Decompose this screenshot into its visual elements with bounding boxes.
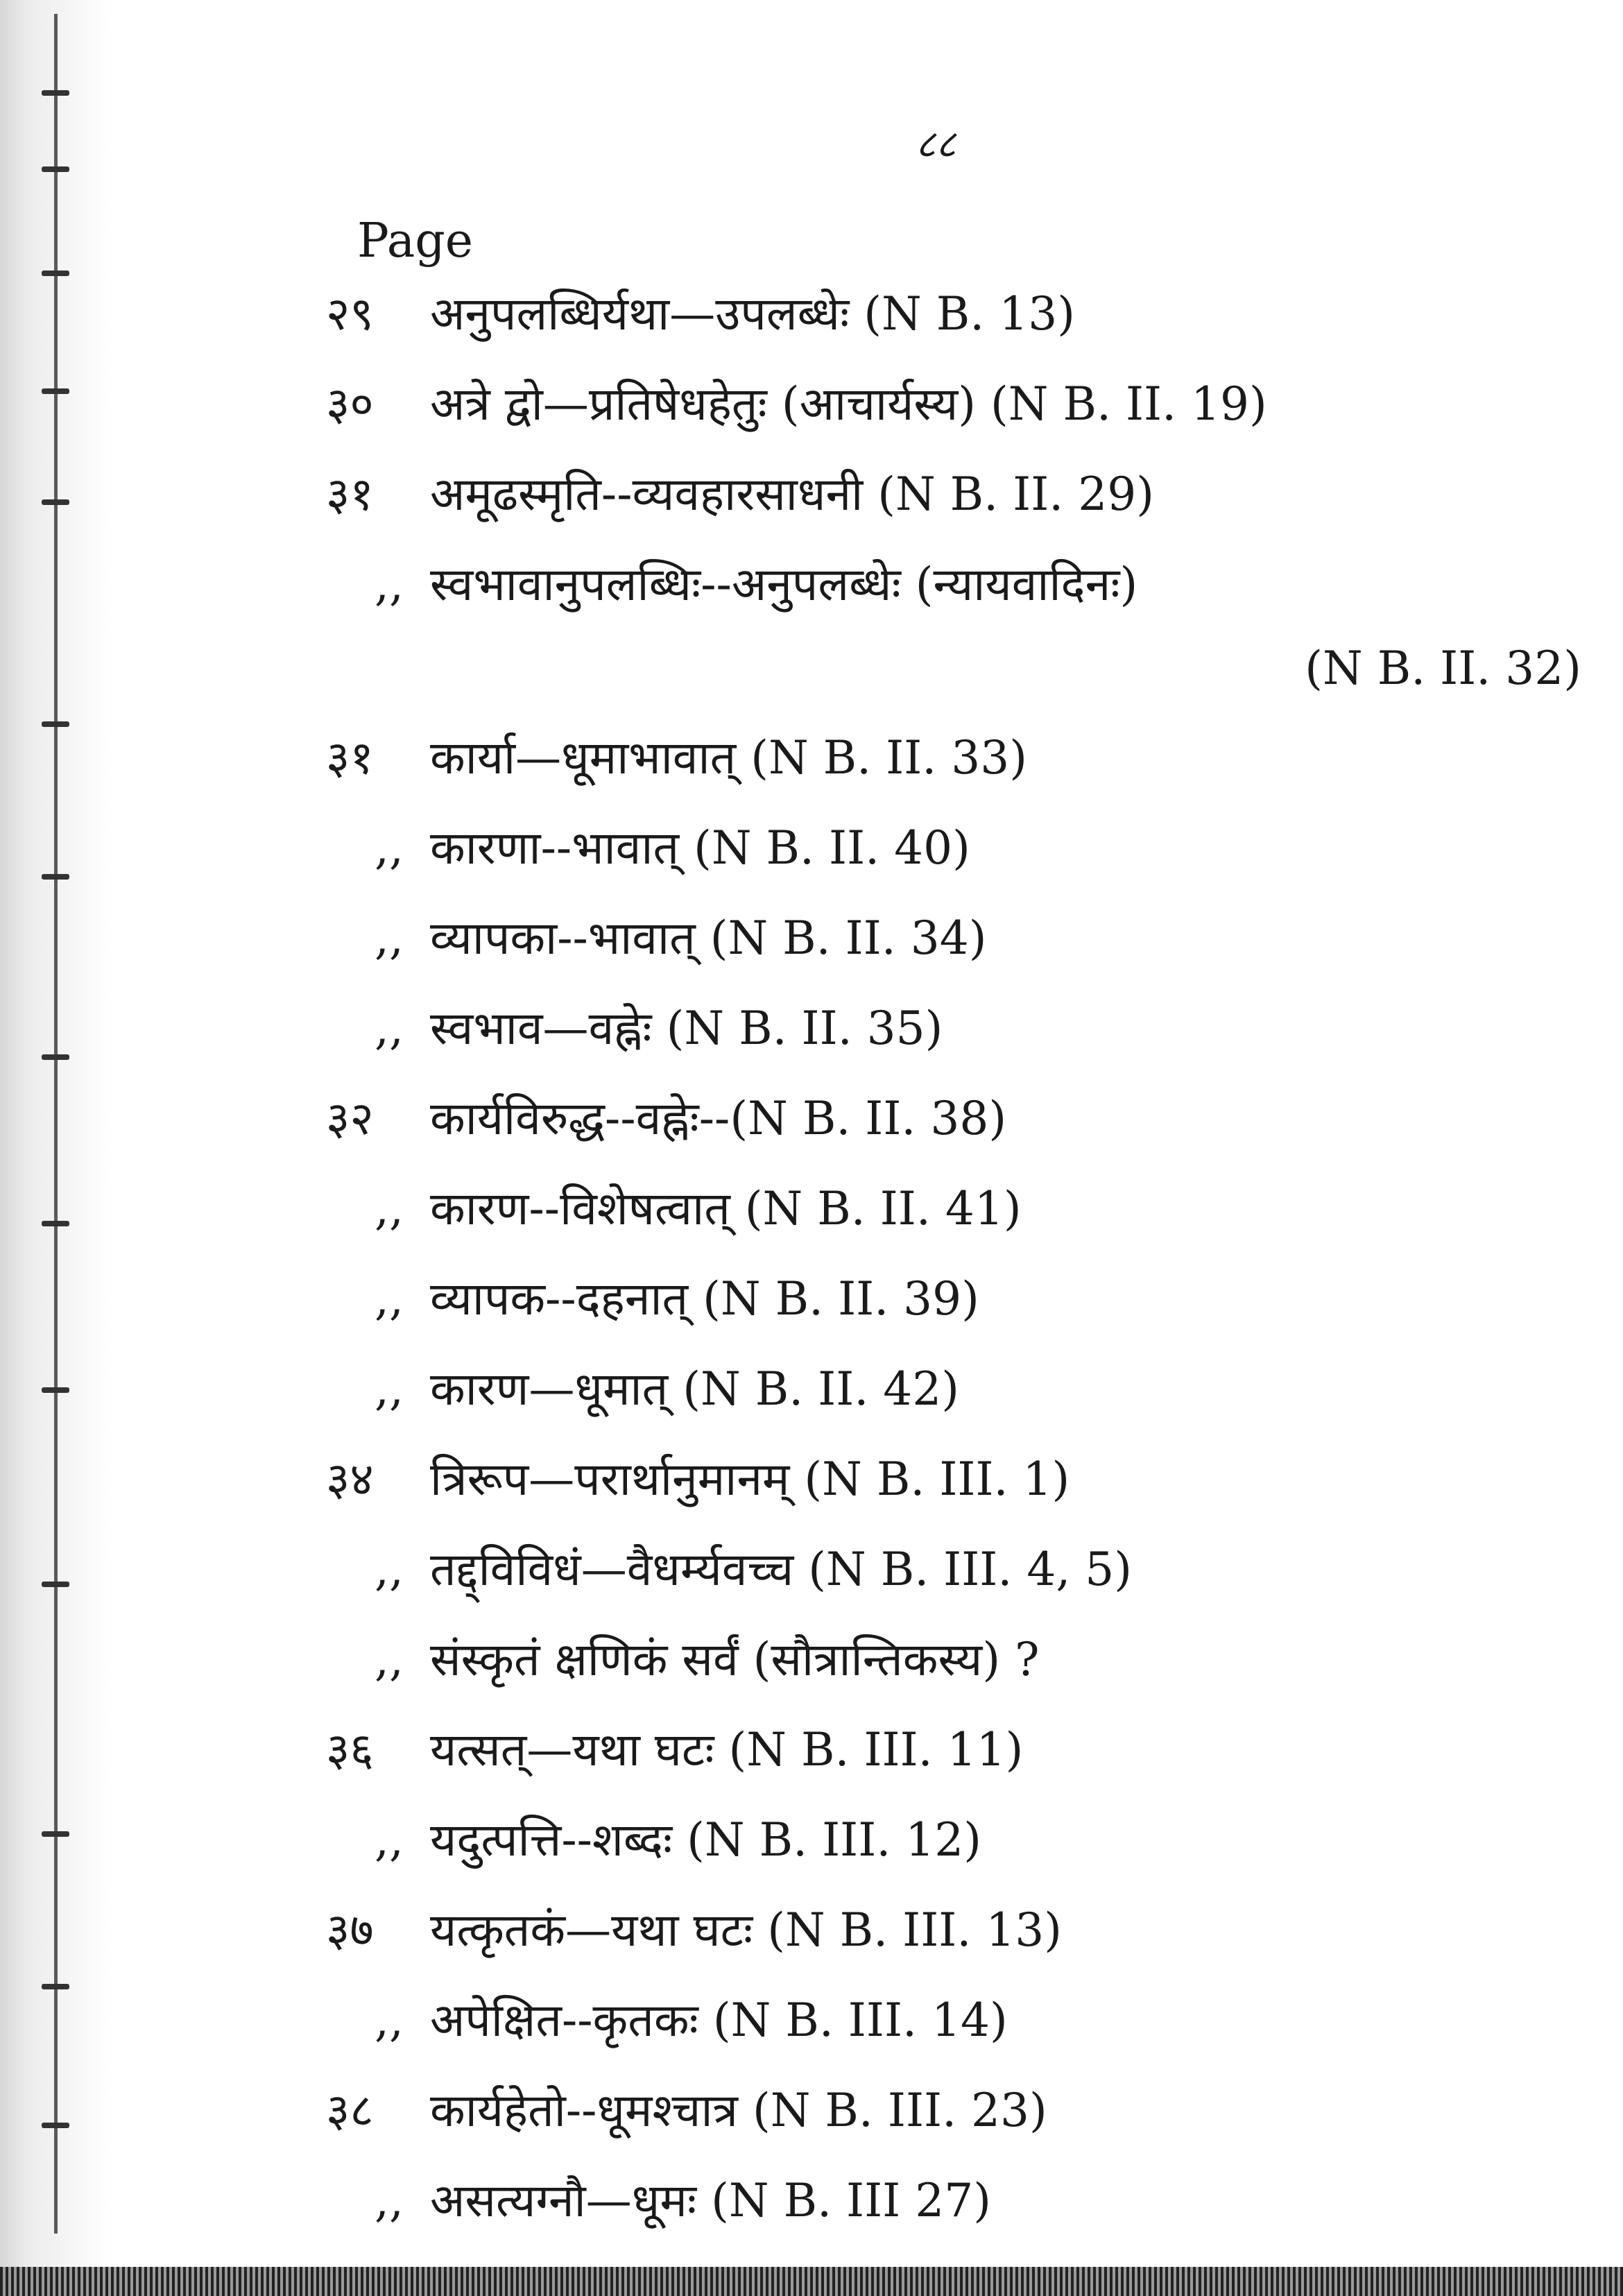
entry-ditto-mark: ,, xyxy=(375,1272,404,1326)
index-entry xyxy=(326,995,1588,1086)
entry-page-number: ३४ xyxy=(326,1453,374,1506)
entry-text: अपेक्षित--कृतकः (N B. III. 14) xyxy=(430,1994,1008,2047)
entry-text: कार्या—धूमाभावात् (N B. II. 33) xyxy=(430,731,1027,785)
entry-page-number: ३१ xyxy=(326,468,374,521)
entry-ditto-mark: ,, xyxy=(375,1543,404,1596)
entry-text: त्रिरूप—परार्थानुमानम् (N B. III. 1) xyxy=(430,1453,1070,1506)
index-entry xyxy=(326,1176,1588,1266)
binding-stitch xyxy=(42,1831,69,1837)
entry-page-number: ३६ xyxy=(326,1723,374,1776)
index-entry xyxy=(326,725,1588,815)
index-entry xyxy=(326,1717,1588,1807)
binding-line xyxy=(54,14,58,2234)
entry-text: अत्रे द्वो—प्रतिषेधहेतुः (आचार्यस्य) (N B. II. 19) xyxy=(430,377,1267,431)
entry-text: व्यापका--भावात् (N B. II. 34) xyxy=(430,911,987,965)
entry-text: संस्कृतं क्षणिकं सर्वं (सौत्रान्तिकस्य) ? xyxy=(430,1633,1040,1686)
index-entry xyxy=(326,371,1588,461)
binding-stitch xyxy=(42,1984,69,1989)
entry-ditto-mark: ,, xyxy=(375,1182,404,1235)
binding-stitch xyxy=(42,2123,69,2128)
index-entry-continuation xyxy=(326,642,1588,725)
page-binding xyxy=(0,0,111,2296)
entry-ditto-mark: ,, xyxy=(375,1633,404,1686)
entry-text: यत्कृतकं—यथा घटः (N B. III. 13) xyxy=(430,1903,1063,1957)
entry-text: असत्यग्नौ—धूमः (N B. III 27) xyxy=(430,2174,991,2227)
entry-ditto-mark: ,, xyxy=(375,558,404,611)
binding-stitch xyxy=(42,388,69,394)
entry-text: स्वभाव—वह्नेः (N B. II. 35) xyxy=(430,1002,943,1055)
index-entry xyxy=(326,461,1588,551)
index-entry xyxy=(326,1536,1588,1627)
entry-page-number: ३२ xyxy=(326,1092,374,1145)
index-entry xyxy=(326,2077,1588,2168)
entry-text: (N B. II. 32) xyxy=(1305,642,1581,695)
index-entry xyxy=(326,1627,1588,1717)
page-number: ८८ xyxy=(916,122,956,167)
index-entry xyxy=(326,1086,1588,1176)
page-bottom-edge xyxy=(0,2267,1623,2296)
page-column-header: Page xyxy=(357,214,474,268)
index-entry xyxy=(326,1987,1588,2077)
index-entry xyxy=(326,551,1588,642)
index-entry xyxy=(326,281,1588,371)
index-entry xyxy=(326,1356,1588,1446)
binding-stitch xyxy=(42,721,69,727)
binding-stitch xyxy=(42,1387,69,1393)
index-entry xyxy=(326,905,1588,995)
entry-text: कारण--विशेषत्वात् (N B. II. 41) xyxy=(430,1182,1022,1235)
entry-text: अमूढस्मृति--व्यवहारसाधनी (N B. II. 29) xyxy=(430,468,1154,521)
index-entry xyxy=(326,2168,1588,2258)
index-entry xyxy=(326,1897,1588,1987)
entry-text: कार्यहेतो--धूमश्चात्र (N B. III. 23) xyxy=(430,2084,1047,2137)
binding-stitch xyxy=(42,1054,69,1060)
index-entry xyxy=(326,1807,1588,1897)
entry-text: कार्यविरुद्ध--वह्नेः--(N B. II. 38) xyxy=(430,1092,1007,1145)
index-entries xyxy=(326,281,1588,2258)
entry-text: तद्द्विविधं—वैधर्म्यवच्च (N B. III. 4, 5) xyxy=(430,1543,1133,1596)
entry-ditto-mark: ,, xyxy=(375,1362,404,1416)
entry-page-number: ३७ xyxy=(326,1903,374,1957)
binding-stitch xyxy=(42,90,69,96)
index-entry xyxy=(326,1446,1588,1536)
binding-stitch xyxy=(42,499,69,505)
entry-text: व्यापक--दहनात् (N B. II. 39) xyxy=(430,1272,979,1326)
binding-stitch xyxy=(42,1582,69,1587)
entry-ditto-mark: ,, xyxy=(375,2174,404,2227)
index-entry xyxy=(326,815,1588,905)
entry-text: स्वभावानुपलब्धिः--अनुपलब्धेः (न्यायवादिनः) xyxy=(430,558,1138,611)
entry-page-number: ३१ xyxy=(326,731,374,785)
entry-text: अनुपलब्धिर्यथा—उपलब्धेः (N B. 13) xyxy=(430,287,1075,341)
entry-ditto-mark: ,, xyxy=(375,1002,404,1055)
binding-stitch xyxy=(42,874,69,880)
entry-text: यदुत्पत्ति--शब्दः (N B. III. 12) xyxy=(430,1813,982,1867)
entry-ditto-mark: ,, xyxy=(375,911,404,965)
binding-stitch xyxy=(42,271,69,276)
entry-page-number: २९ xyxy=(326,287,374,341)
entry-ditto-mark: ,, xyxy=(375,1813,404,1867)
entry-text: कारणा--भावात् (N B. II. 40) xyxy=(430,821,970,875)
entry-page-number: ३० xyxy=(326,377,374,431)
entry-page-number: ३८ xyxy=(326,2084,374,2137)
entry-text: यत्सत्—यथा घटः (N B. III. 11) xyxy=(430,1723,1024,1776)
entry-text: कारण—धूमात् (N B. II. 42) xyxy=(430,1362,960,1416)
binding-stitch xyxy=(42,1221,69,1226)
entry-ditto-mark: ,, xyxy=(375,821,404,875)
binding-stitch xyxy=(42,166,69,172)
entry-ditto-mark: ,, xyxy=(375,1994,404,2047)
index-entry xyxy=(326,1266,1588,1356)
